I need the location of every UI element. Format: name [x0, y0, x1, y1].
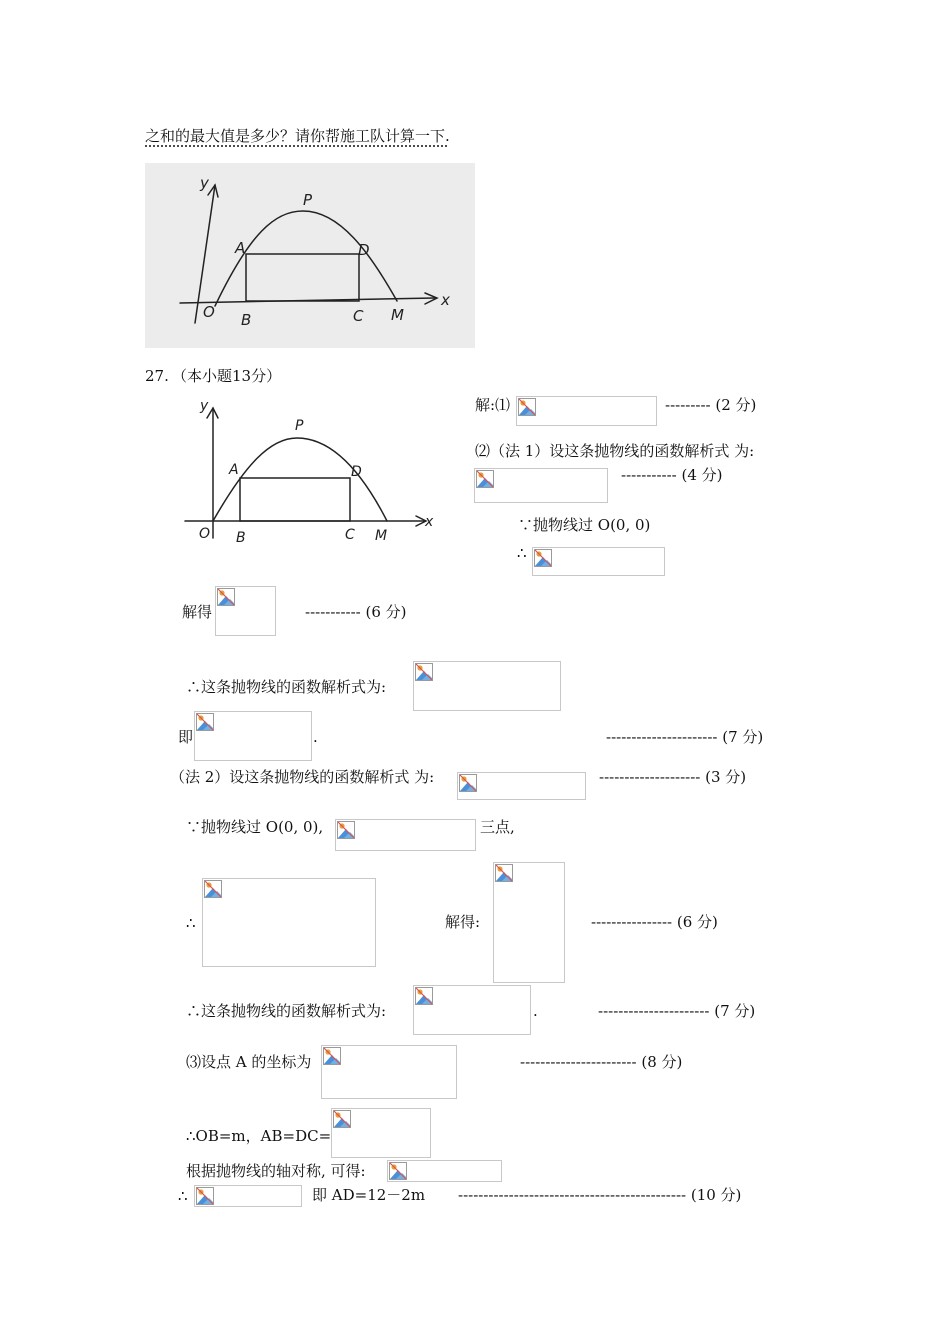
- formula-image-14: [387, 1160, 502, 1182]
- fig1-label-o: O: [203, 303, 215, 321]
- problem-number: 27.: [145, 367, 169, 385]
- parabola-figure-top: [145, 163, 475, 348]
- therefore-expression-2: ∴这条抛物线的函数解析式为:: [186, 1002, 387, 1020]
- therefore-expression-1: ∴这条抛物线的函数解析式为:: [186, 678, 387, 696]
- because-three-points: ∵抛物线过 O(0, 0),: [186, 818, 324, 836]
- broken-image-icon: [333, 1110, 351, 1128]
- problem-points: （本小题13分）: [172, 367, 282, 385]
- part3-label: ⑶设点 A 的坐标为: [186, 1053, 312, 1071]
- therefore-symbol-2: ∴: [186, 914, 196, 932]
- fig1-label-c: C: [353, 307, 364, 325]
- solve-label-1: 解得: [182, 603, 213, 621]
- formula-image-9: [202, 878, 376, 967]
- fig2-label-m: M: [375, 528, 388, 544]
- broken-image-icon: [534, 549, 552, 567]
- fig2-label-c: C: [345, 527, 355, 543]
- broken-image-icon: [518, 398, 536, 416]
- broken-image-icon: [476, 470, 494, 488]
- broken-image-icon: [337, 821, 355, 839]
- score-8: ----------------------- (8 分): [520, 1053, 683, 1071]
- solution-label: 解:⑴: [475, 396, 511, 414]
- fig2-label-p: P: [295, 418, 304, 434]
- broken-image-icon: [495, 864, 513, 882]
- three-points-suffix: 三点,: [480, 818, 515, 836]
- broken-image-icon: [415, 987, 433, 1005]
- broken-image-icon: [323, 1047, 341, 1065]
- ob-ab-label: ∴OB=m，AB=DC=: [186, 1127, 332, 1145]
- formula-image-4: [215, 586, 276, 636]
- formula-image-2: [474, 468, 608, 503]
- because-passes-origin: ∵抛物线过 O(0, 0): [518, 516, 651, 534]
- formula-image-11: [413, 985, 531, 1035]
- score-10: --------------------------------------------- (10 分): [458, 1186, 742, 1204]
- fig2-label-d: D: [351, 464, 362, 480]
- formula-image-12: [321, 1045, 457, 1099]
- broken-image-icon: [196, 713, 214, 731]
- broken-image-icon: [217, 588, 235, 606]
- period-1: .: [313, 728, 318, 746]
- method2-label: （法 2）设这条抛物线的函数解析式 为:: [170, 768, 435, 786]
- broken-image-icon: [389, 1162, 407, 1180]
- fig1-label-p: P: [303, 191, 313, 209]
- formula-image-6: [194, 711, 312, 761]
- ad-expression: 即 AD=12－2m: [312, 1186, 426, 1204]
- formula-image-10: [493, 862, 565, 983]
- fig1-label-d: D: [358, 241, 370, 259]
- broken-image-icon: [196, 1187, 214, 1205]
- formula-image-7: [457, 772, 586, 800]
- fig2-label-x: x: [425, 514, 434, 530]
- intro-question-text: 之和的最大值是多少？请你帮施工队计算一下.: [145, 127, 450, 145]
- formula-image-15: [194, 1185, 302, 1207]
- formula-image-1: [516, 396, 657, 426]
- score-6-method1: ----------- (6 分): [305, 603, 407, 621]
- score-2-part1: --------- (2 分): [665, 396, 757, 414]
- broken-image-icon: [204, 880, 222, 898]
- fig1-label-x: x: [441, 291, 450, 309]
- period-2: .: [533, 1002, 538, 1020]
- fig1-label-b: B: [241, 311, 252, 329]
- formula-image-8: [335, 819, 476, 851]
- namely-label: 即: [178, 728, 194, 746]
- fig1-label-a: A: [235, 239, 246, 257]
- fig1-label-y: y: [200, 174, 209, 192]
- formula-image-3: [532, 547, 665, 576]
- fig2-label-y: y: [200, 398, 209, 414]
- formula-image-13: [331, 1108, 431, 1158]
- parabola-figure-solution: [175, 390, 440, 565]
- fig2-label-b: B: [236, 530, 246, 546]
- fig2-label-o: O: [199, 526, 211, 542]
- score-7-method2: ---------------------- (7 分): [598, 1002, 756, 1020]
- score-7-method1: ---------------------- (7 分): [606, 728, 764, 746]
- score-3: -------------------- (3 分): [599, 768, 747, 786]
- broken-image-icon: [415, 663, 433, 681]
- symmetry-label: 根据抛物线的轴对称, 可得:: [186, 1162, 366, 1180]
- therefore-symbol-3: ∴: [178, 1187, 188, 1205]
- method1-label: ⑵（法 1）设这条抛物线的函数解析式 为:: [475, 442, 755, 460]
- fig1-label-m: M: [391, 306, 404, 324]
- broken-image-icon: [459, 774, 477, 792]
- score-4: ----------- (4 分): [621, 466, 723, 484]
- formula-image-5: [413, 661, 561, 711]
- therefore-symbol-1: ∴: [517, 544, 527, 562]
- score-6-method2: ---------------- (6 分): [591, 913, 718, 931]
- fig2-label-a: A: [229, 462, 239, 478]
- solve-label-2: 解得:: [445, 913, 481, 931]
